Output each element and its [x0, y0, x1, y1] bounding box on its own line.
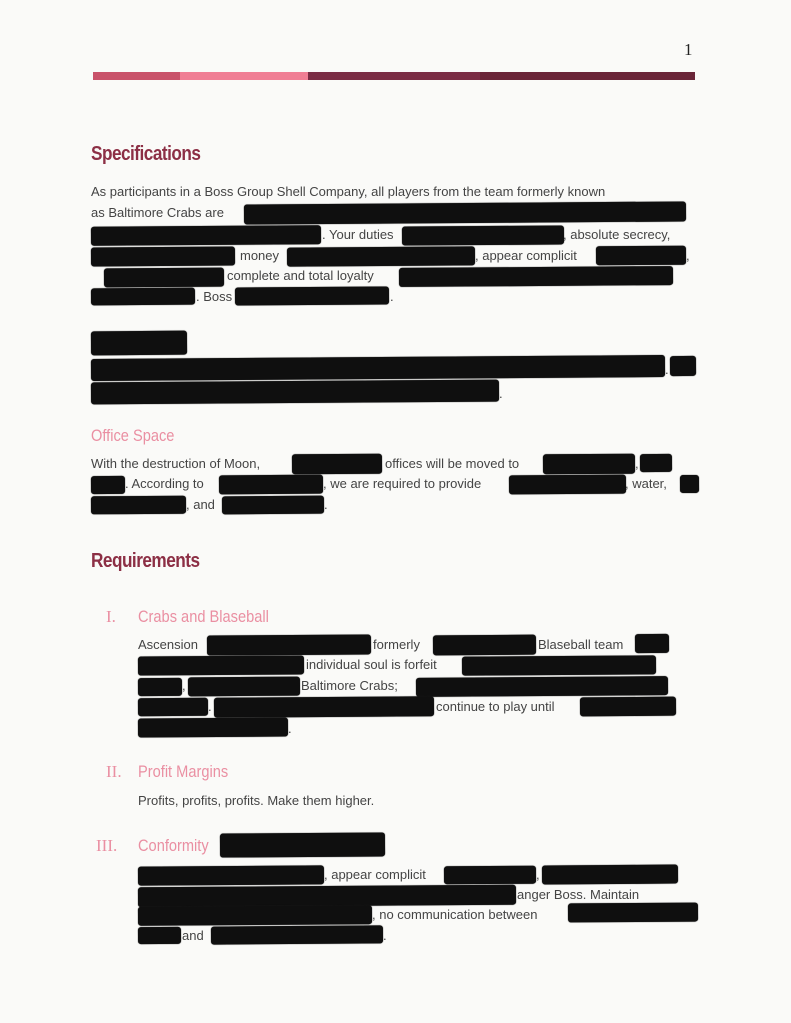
redaction-mark [104, 268, 224, 288]
redaction-mark [416, 676, 668, 697]
specifications-text: . Your duties [322, 227, 394, 242]
redaction-mark [399, 266, 673, 287]
specifications-text: money [240, 248, 280, 263]
specifications-heading: Specifications [91, 143, 201, 165]
office-space-text: . [324, 497, 328, 512]
list-item-text: Profits, profits, profits. Make them higher. [138, 793, 375, 808]
specifications-text: , absolute secrecy, [563, 227, 671, 242]
redaction-mark [568, 903, 698, 923]
redaction-mark [188, 677, 300, 697]
header-bar-segment [308, 72, 480, 80]
crabs-and-blaseball-heading: Crabs and Blaseball [138, 607, 269, 626]
office-space-heading: Office Space [91, 426, 175, 445]
redaction-mark [138, 865, 324, 885]
redaction-mark [207, 634, 371, 655]
header-color-bar [93, 72, 695, 80]
redaction-mark [680, 475, 699, 493]
redaction-mark [640, 454, 672, 472]
specifications-text: . [499, 386, 503, 401]
redaction-mark [244, 201, 686, 224]
redaction-mark [509, 475, 626, 495]
office-space-text: , we are required to provide [323, 476, 482, 491]
redaction-mark [138, 905, 372, 926]
office-space-text: . According to [125, 476, 204, 491]
redaction-mark [444, 866, 536, 885]
list-item-text: , no communication between [372, 907, 538, 922]
redaction-mark [91, 246, 235, 266]
redaction-mark [287, 246, 475, 266]
redaction-mark [596, 246, 686, 266]
redaction-mark [542, 865, 678, 885]
redaction-mark [91, 225, 321, 246]
redaction-mark [220, 832, 385, 857]
list-item-text: , appear complicit [324, 867, 426, 882]
office-space-text: , water, [625, 476, 667, 491]
redaction-mark [138, 885, 516, 908]
specifications-text: as Baltimore Crabs are [91, 205, 224, 220]
redaction-mark [138, 717, 288, 737]
redaction-mark [91, 288, 195, 306]
office-space-text: , and [186, 497, 215, 512]
redaction-mark [222, 496, 324, 515]
page-number: 1 [684, 40, 693, 59]
redaction-mark [138, 655, 304, 675]
list-item-text: anger Boss. Maintain [517, 887, 640, 902]
redaction-mark [138, 678, 182, 696]
list-item-text: and [182, 928, 204, 943]
list-item-text: continue to play until [436, 699, 555, 714]
requirements-heading: Requirements [91, 550, 200, 572]
specifications-text: As participants in a Boss Group Shell Company, all players from the team formerly known [91, 184, 606, 199]
list-item-text: , [182, 678, 186, 693]
list-numeral: II. [106, 762, 122, 781]
redaction-mark [292, 454, 382, 475]
header-bar-segment [180, 72, 308, 80]
redaction-mark [543, 454, 635, 475]
list-item-text: individual soul is forfeit [306, 657, 437, 672]
conformity-heading: Conformity [138, 836, 209, 855]
list-item-text: , [536, 867, 540, 882]
office-space-text: offices will be moved to [385, 456, 520, 471]
list-numeral: I. [106, 607, 116, 626]
specifications-text: . [390, 289, 394, 304]
specifications-text: complete and total loyalty [227, 268, 374, 283]
redaction-mark [580, 697, 676, 717]
profit-margins-heading: Profit Margins [138, 762, 229, 781]
list-item-text: Blaseball team [538, 637, 624, 652]
specifications-text: . Boss [196, 289, 233, 304]
specifications-text: , appear complicit [475, 248, 577, 263]
redaction-mark [91, 380, 499, 405]
redaction-mark [433, 635, 536, 656]
office-space-text: With the destruction of Moon, [91, 456, 261, 471]
redaction-mark [138, 927, 181, 944]
redaction-mark [91, 496, 186, 515]
redaction-mark [211, 925, 383, 944]
list-item-text: formerly [373, 637, 420, 652]
redaction-mark [91, 476, 125, 494]
redaction-mark [462, 655, 656, 675]
list-item-text: . [383, 928, 387, 943]
specifications-text: . [665, 362, 669, 377]
office-space-text: , [635, 456, 639, 471]
header-bar-segment [93, 72, 180, 80]
list-item-text: Ascension [138, 637, 198, 652]
redaction-mark [670, 356, 696, 376]
list-numeral: III. [96, 836, 118, 855]
header-bar-segment [480, 72, 695, 80]
redaction-mark [91, 355, 665, 381]
list-item-text: . [208, 699, 212, 714]
redaction-mark [214, 696, 434, 718]
list-item-text: Baltimore Crabs; [301, 678, 398, 693]
redaction-mark [635, 634, 669, 653]
redaction-mark [91, 331, 187, 356]
redaction-mark [402, 225, 564, 245]
specifications-text: , [686, 248, 690, 263]
redaction-mark [138, 698, 208, 716]
redaction-mark [219, 475, 323, 495]
redaction-mark [235, 286, 389, 305]
list-item-text: . [288, 721, 292, 736]
